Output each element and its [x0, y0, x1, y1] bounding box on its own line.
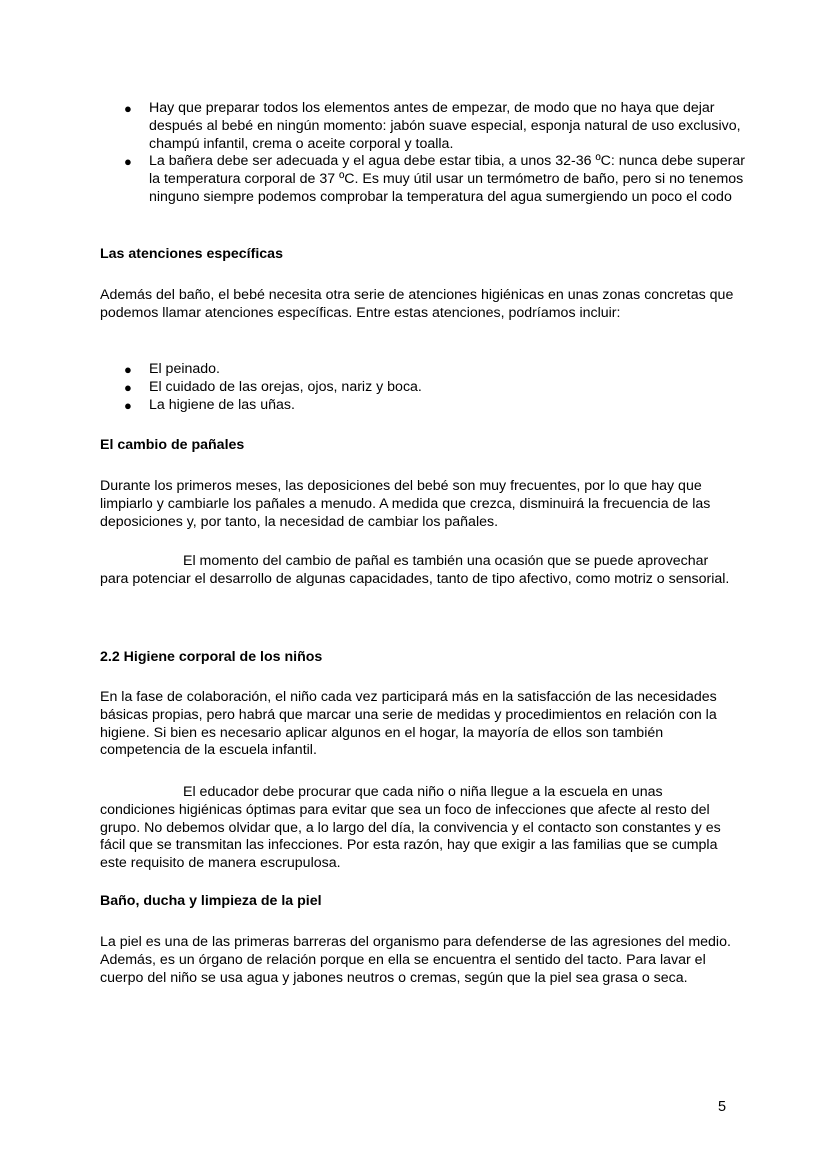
section-heading: Las atenciones específicas: [100, 246, 283, 262]
bullet-marker: ●: [124, 362, 132, 377]
paragraph: Durante los primeros meses, las deposiciones del bebé son muy frecuentes, por lo que hay que limpiarlo y cambiarle los pañales a menudo. A medida que crezca, disminuirá la frecuencia de las deposiciones y, por tanto, la necesidad de cambiar los pañales.: [100, 478, 711, 530]
page-number: 5: [718, 1099, 727, 1115]
list-item: Hay que preparar todos los elementos antes de empezar, de modo que no haya que dejar después al bebé en ningún momento: jabón suave especial, esponja natural de uso exclusivo, champú infantil, crema o aceite corporal y toalla.: [149, 100, 741, 152]
paragraph: La piel es una de las primeras barreras del organismo para defenderse de las agresiones del medio. Además, es un órgano de relación porque en ella se encuentra el sentido del tacto. Para lavar el cuerpo del niño se usa agua y jabones neutros o cremas, según que la piel sea grasa o seca.: [100, 934, 731, 986]
section-heading: 2.2 Higiene corporal de los niños: [100, 649, 323, 665]
bullet-marker: ●: [124, 380, 132, 395]
paragraph: El momento del cambio de pañal es también una ocasión que se puede aprovechar para potenciar el desarrollo de algunas capacidades, tanto de tipo afectivo, como motriz o sensorial.: [100, 553, 730, 587]
list-item: La bañera debe ser adecuada y el agua debe estar tibia, a unos 32-36 ºC: nunca debe superar la temperatura corporal de 37 ºC. Es muy útil usar un termómetro de baño, pero si no tenemos ninguno siempre podemos comprobar la temperatura del agua sumergiendo un poco el codo: [149, 153, 745, 205]
section-heading: Baño, ducha y limpieza de la piel: [100, 893, 322, 909]
paragraph: Además del baño, el bebé necesita otra serie de atenciones higiénicas en unas zonas concretas que podemos llamar atenciones específicas. Entre estas atenciones, podríamos incluir:: [100, 287, 734, 321]
list-item: La higiene de las uñas.: [149, 397, 295, 413]
paragraph: El educador debe procurar que cada niño o niña llegue a la escuela en unas condiciones higiénicas óptimas para evitar que sea un foco de infecciones que afecte al resto del grupo. No debemos olvidar que, a lo largo del día, la convivencia y el contacto son constantes y es fácil que se transmitan las infecciones. Por esta razón, hay que exigir a las familias que se cumpla este requisito de manera escrupulosa.: [100, 784, 721, 872]
section-heading: El cambio de pañales: [100, 437, 245, 453]
bullet-marker: ●: [124, 154, 132, 169]
bullet-marker: ●: [124, 398, 132, 413]
list-item: El peinado.: [149, 361, 220, 377]
bullet-marker: ●: [124, 101, 132, 116]
list-item: El cuidado de las orejas, ojos, nariz y boca.: [149, 379, 422, 395]
paragraph: En la fase de colaboración, el niño cada vez participará más en la satisfacción de las necesidades básicas propias, pero habrá que marcar una serie de medidas y procedimientos en relación con la higiene. Si bien es necesario aplicar algunos en el hogar, la mayoría de ellos son también competencia de la escuela infantil.: [100, 689, 717, 759]
